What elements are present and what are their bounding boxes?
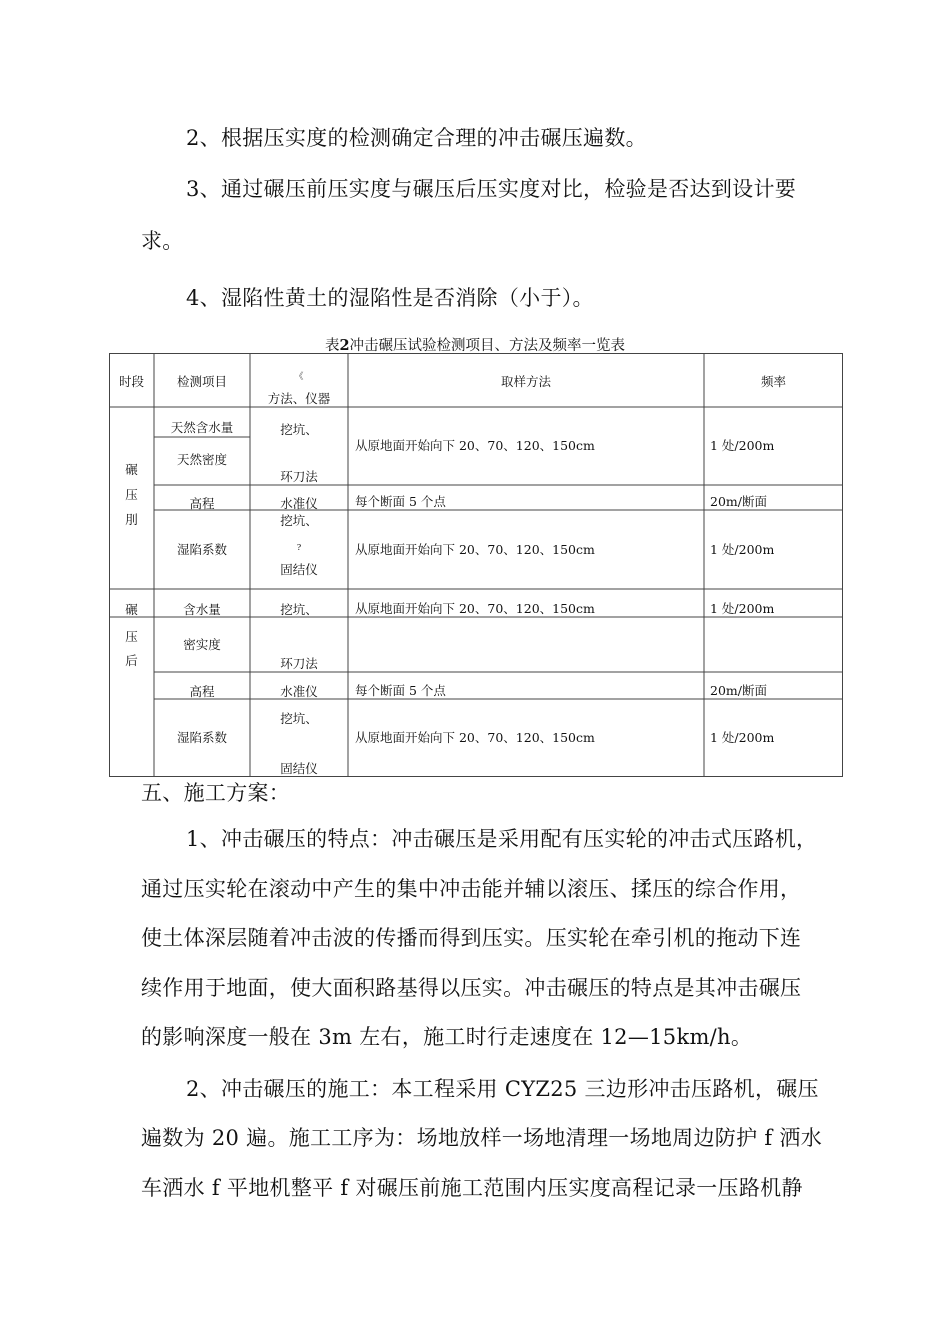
table-grid-lines [109, 353, 845, 779]
method-dig-pit: 挖坑、 [280, 513, 318, 528]
method-consolidometer: 固结仪 [280, 562, 318, 577]
method-level: 水准仪 [280, 496, 318, 511]
sampling-section-points: 每个断面 5 个点 [355, 683, 446, 698]
item-compactness: 密实度 [183, 637, 221, 652]
item-elevation: 高程 [189, 684, 215, 699]
frequency-value: 20m/断面 [710, 683, 767, 698]
item-elevation: 高程 [189, 496, 215, 511]
frequency-value: 1 处/200m [710, 542, 775, 557]
period-before-char-2: 压 [125, 487, 138, 502]
header-sampling: 取样方法 [500, 374, 551, 389]
method-dig-pit: 挖坑、 [280, 422, 318, 437]
period-after-char-1: 碾 [125, 602, 138, 617]
frequency-value: 1 处/200m [710, 601, 775, 616]
item-collapsibility-coefficient: 湿陷系数 [176, 730, 227, 745]
paragraph-item-3-continued: 求。 [141, 229, 184, 253]
body-line-3: 使土体深层随着冲击波的传播而得到压实。压实轮在牵引机的拖动下连 [141, 926, 802, 950]
method-ring-knife: 环刀法 [280, 656, 318, 671]
body-line-6: 2、冲击碾压的施工：本工程采用 CYZ25 三边形冲击压路机，碾压 [186, 1077, 819, 1101]
method-mark: ? [296, 543, 302, 552]
sampling-depth: 从原地面开始向下 20、70、120、150cm [355, 542, 595, 557]
header-period: 时段 [118, 374, 144, 389]
paragraph-item-3: 3、通过碾压前压实度与碾压后压实度对比，检验是否达到设计要 [186, 177, 797, 201]
body-line-7: 遍数为 20 遍。施工工序为：场地放样一场地清理一场地周边防护 f 洒水 [141, 1126, 822, 1150]
header-method: 方法、仪器 [267, 391, 331, 406]
method-consolidometer: 固结仪 [280, 761, 318, 776]
item-collapsibility-coefficient: 湿陷系数 [176, 542, 227, 557]
sampling-depth: 从原地面开始向下 20、70、120、150cm [355, 601, 595, 616]
period-before-char-3: 刖 [125, 512, 138, 527]
item-natural-density: 天然密度 [176, 452, 227, 467]
body-line-8: 车洒水 f 平地机整平 f 对碾压前施工范围内压实度高程记录一压路机静 [141, 1176, 803, 1200]
method-dig-pit: 挖坑、 [280, 711, 318, 726]
body-line-1: 1、冲击碾压的特点：冲击碾压是采用配有压实轮的冲击式压路机， [186, 827, 818, 851]
period-after-char-3: 后 [125, 653, 138, 668]
period-before-char-1: 碾 [125, 462, 138, 477]
item-moisture: 含水量 [183, 602, 221, 617]
item-natural-moisture: 天然含水量 [170, 420, 234, 435]
frequency-value: 1 处/200m [710, 438, 775, 453]
method-dig-pit: 挖坑、 [280, 602, 318, 617]
sampling-section-points: 每个断面 5 个点 [355, 494, 446, 509]
period-after-char-2: 压 [125, 629, 138, 644]
method-level: 水准仪 [280, 684, 318, 699]
method-ring-knife: 环刀法 [280, 469, 318, 484]
paragraph-item-4: 4、湿陷性黄土的湿陷性是否消除（小于）。 [186, 286, 594, 310]
frequency-value: 1 处/200m [710, 730, 775, 745]
body-line-4: 续作用于地面，使大面积路基得以压实。冲击碾压的特点是其冲击碾压 [141, 976, 802, 1000]
table-caption [0, 334, 950, 355]
header-method-mark: 《 [294, 372, 304, 382]
body-line-2: 通过压实轮在滚动中产生的集中冲击能并辅以滚压、揉压的综合作用， [141, 877, 802, 901]
caption-number: 2 [339, 337, 350, 354]
frequency-value: 20m/断面 [710, 494, 767, 509]
sampling-depth: 从原地面开始向下 20、70、120、150cm [355, 438, 595, 453]
paragraph-item-2: 2、根据压实度的检测确定合理的冲击碾压遍数。 [186, 126, 647, 150]
body-line-5: 的影响深度一般在 3m 左右，施工时行走速度在 12—15km/h。 [141, 1025, 753, 1049]
section-heading: 五、施工方案： [141, 781, 291, 805]
header-item: 检测项目 [176, 374, 227, 389]
caption-text: 冲击碾压试验检测项目、方法及频率一览表 [349, 338, 626, 354]
header-frequency: 频率 [760, 374, 786, 389]
sampling-depth: 从原地面开始向下 20、70、120、150cm [355, 730, 595, 745]
caption-prefix: 表 [324, 338, 340, 354]
